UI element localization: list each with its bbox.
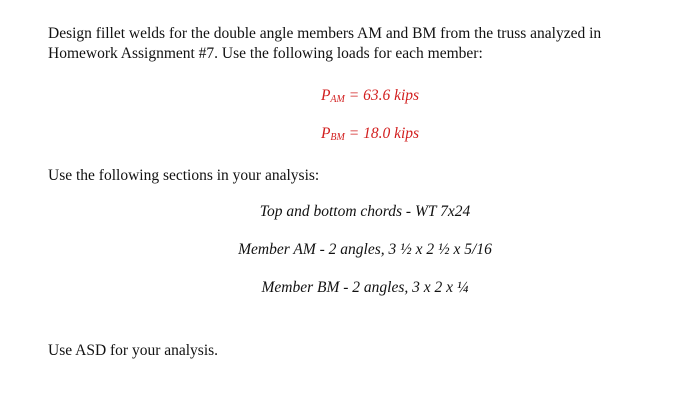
intro-line-2: Homework Assignment #7. Use the following loads for each member: — [48, 45, 483, 62]
load-bm-subscript: BM — [330, 132, 345, 143]
section-member-bm: Member BM - 2 angles, 3 x 2 x ¼ — [261, 279, 469, 296]
sections-intro: Use the following sections in your analysis: — [48, 167, 320, 184]
load-am — [20, 86, 700, 110]
load-am-symbol: P — [320, 87, 331, 104]
section-member-am: Member AM - 2 angles, 3 ½ x 2 ½ x 5/16 — [238, 241, 492, 258]
load-am-value: = 63.6 kips — [344, 87, 420, 104]
intro-paragraph — [48, 24, 601, 64]
load-bm-symbol: P — [320, 125, 331, 142]
closing-instruction: Use ASD for your analysis. — [48, 342, 219, 359]
intro-line-1: Design fillet welds for the double angle members AM and BM from the truss analyzed in — [48, 25, 602, 42]
load-bm-value: = 18.0 kips — [344, 125, 420, 142]
load-bm — [20, 124, 700, 148]
section-chords: Top and bottom chords - WT 7x24 — [259, 203, 471, 220]
load-am-subscript: AM — [330, 94, 345, 105]
